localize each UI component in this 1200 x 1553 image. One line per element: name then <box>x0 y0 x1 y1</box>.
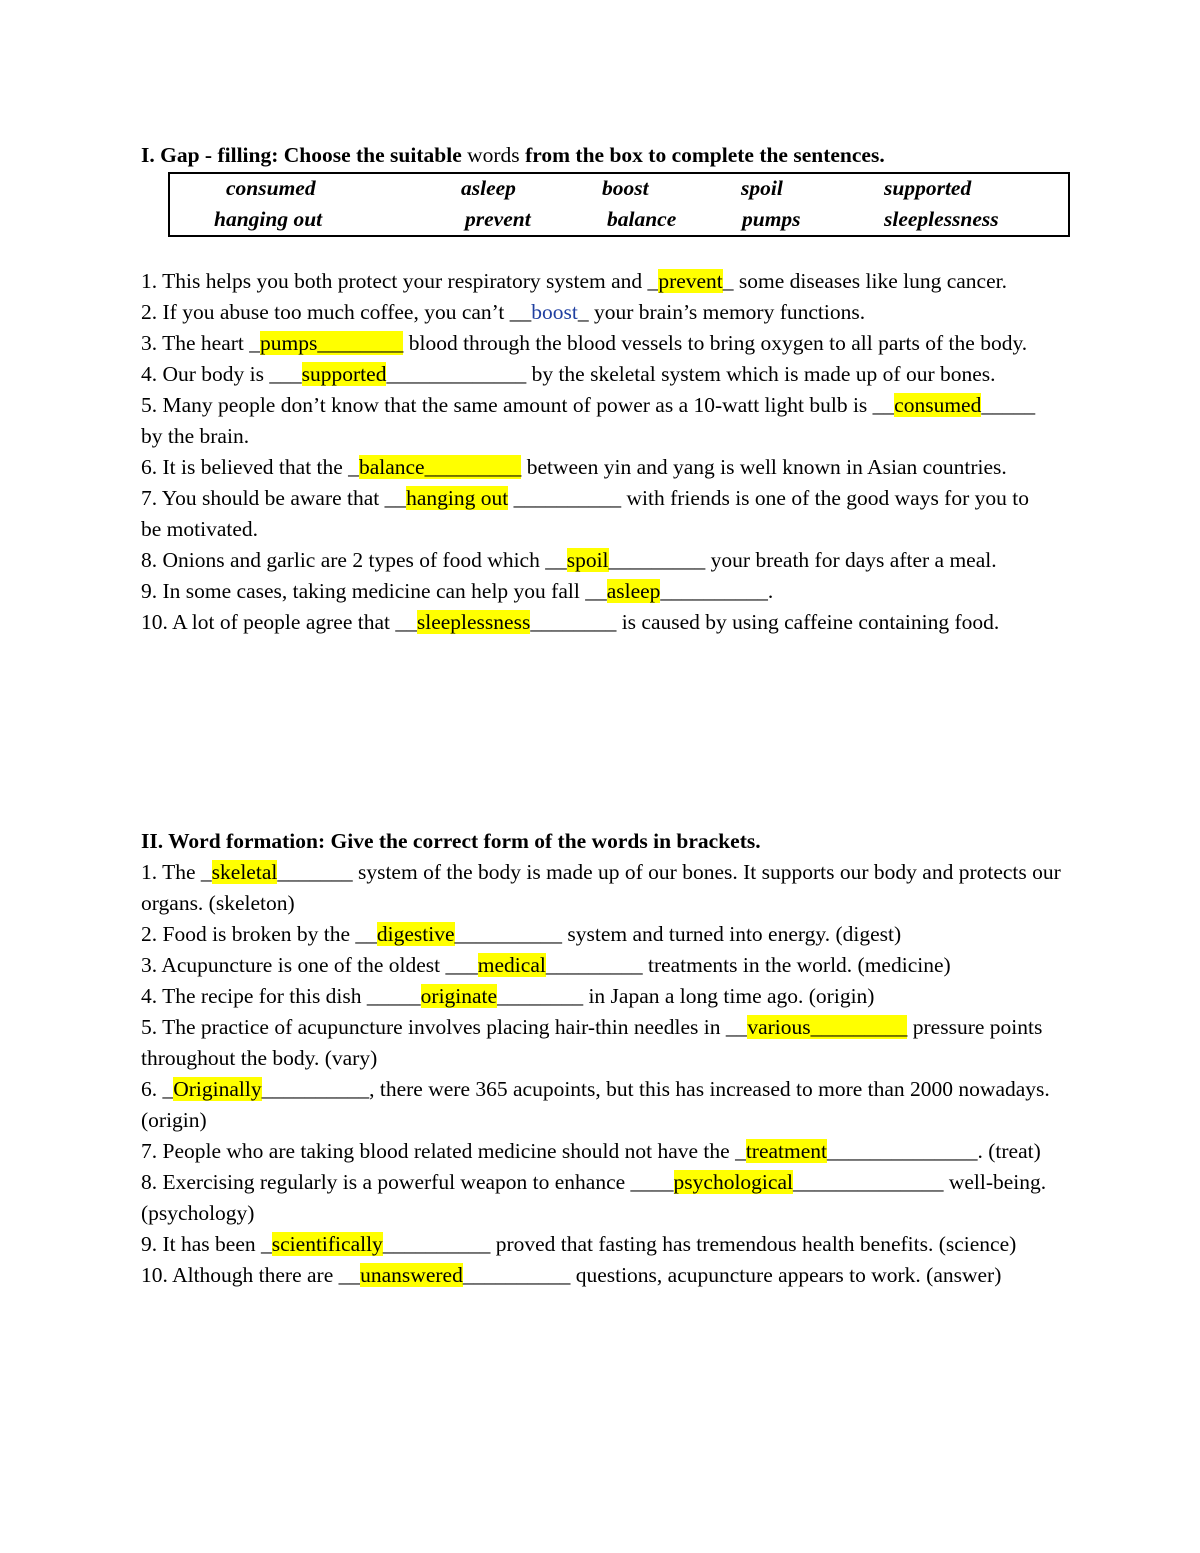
section1-items <box>141 266 1051 638</box>
item-text-after: _________ your breath for days after a meal. <box>608 548 997 572</box>
item-text-before: 1. The _ <box>141 860 212 884</box>
word-form-item-3 <box>141 950 1071 981</box>
item-text-before: 2. If you abuse too much coffee, you can’t __ <box>141 300 532 324</box>
answer-text: boost <box>531 300 578 324</box>
word-form-item-2 <box>141 919 1071 950</box>
answer-highlight: asleep <box>606 579 661 603</box>
section1-heading-bold-1: I. Gap - filling: Choose the suitable <box>141 143 468 167</box>
item-text-before: 7. You should be aware that __ <box>141 486 407 510</box>
section2-heading: II. Word formation: Give the correct form of the words in brackets. <box>141 829 761 853</box>
word-box-word: consumed <box>226 176 316 200</box>
gap-fill-item-2 <box>141 297 1051 328</box>
gap-fill-item-6 <box>141 452 1051 483</box>
item-text-before: 8. Onions and garlic are 2 types of food which __ <box>141 548 567 572</box>
answer-highlight: originate <box>420 984 498 1008</box>
item-text-before: 1. This helps you both protect your respiratory system and _ <box>141 269 659 293</box>
gap-fill-item-3 <box>141 328 1051 359</box>
item-text-after: _______ system of the body is made up of our bones. It supports our body and protects our organs. (skeleton) <box>141 860 1061 915</box>
gap-fill-item-10 <box>141 607 1051 638</box>
item-text-after: _____________ by the skeletal system which is made up of our bones. <box>386 362 996 386</box>
answer-highlight: balance_________ <box>358 455 522 479</box>
section1-heading-plain: words <box>467 143 520 167</box>
answer-highlight: consumed <box>894 393 982 417</box>
gap-fill-item-8 <box>141 545 1051 576</box>
word-box-word: asleep <box>461 176 516 200</box>
word-box-word: supported <box>884 176 972 200</box>
item-text-after: ______________. (treat) <box>827 1139 1041 1163</box>
item-text-before: 3. The heart _ <box>141 331 261 355</box>
word-form-item-1 <box>141 857 1071 919</box>
item-text-after: _________ treatments in the world. (medicine) <box>545 953 951 977</box>
word-box-word: prevent <box>465 207 531 231</box>
item-text-before: 3. Acupuncture is one of the oldest ___ <box>141 953 478 977</box>
gap-fill-item-1 <box>141 266 1051 297</box>
word-box-word: spoil <box>741 176 783 200</box>
item-text-before: 9. It has been _ <box>141 1232 272 1256</box>
word-form-item-5 <box>141 1012 1071 1074</box>
word-box-word: sleeplessness <box>884 207 999 231</box>
item-text-before: 8. Exercising regularly is a powerful weapon to enhance ____ <box>141 1170 674 1194</box>
item-text-after: blood through the blood vessels to bring oxygen to all parts of the body. <box>403 331 1028 355</box>
section2 <box>141 826 1071 1291</box>
answer-highlight: sleeplessness <box>416 610 531 634</box>
answer-highlight: scientifically <box>271 1232 383 1256</box>
word-form-item-9 <box>141 1229 1071 1260</box>
item-text-before: 10. Although there are __ <box>141 1263 361 1287</box>
item-text-before: 4. The recipe for this dish _____ <box>141 984 421 1008</box>
word-form-item-7 <box>141 1136 1071 1167</box>
answer-highlight: treatment <box>745 1139 828 1163</box>
item-text-after: __________ with friends is one of the good ways for you to be motivated. <box>141 486 1029 541</box>
word-form-item-4 <box>141 981 1071 1012</box>
item-text-after: pressure points throughout the body. (vary) <box>141 1015 1043 1070</box>
word-form-item-6 <box>141 1074 1071 1136</box>
word-form-item-10 <box>141 1260 1071 1291</box>
word-box-word: pumps <box>742 207 801 231</box>
item-text-before: 5. Many people don’t know that the same amount of power as a 10-watt light bulb is __ <box>141 393 895 417</box>
item-text-before: 2. Food is broken by the __ <box>141 922 377 946</box>
item-text-before: 6. _ <box>141 1077 174 1101</box>
answer-highlight: various_________ <box>747 1015 908 1039</box>
answer-highlight: psychological <box>673 1170 793 1194</box>
item-text-after: ______________ well-being. (psychology) <box>141 1170 1047 1225</box>
answer-highlight: hanging out <box>406 486 509 510</box>
word-box <box>168 172 1070 237</box>
item-text-before: 10. A lot of people agree that __ <box>141 610 417 634</box>
item-text-before: 4. Our body is ___ <box>141 362 302 386</box>
section1-heading-bold-2: from the box to complete the sentences. <box>519 143 885 167</box>
answer-highlight: unanswered <box>360 1263 463 1287</box>
answer-highlight: digestive <box>376 922 455 946</box>
item-text-before: 6. It is believed that the _ <box>141 455 359 479</box>
answer-highlight: prevent <box>658 269 723 293</box>
word-box-word: balance <box>607 207 677 231</box>
answer-highlight: pumps________ <box>260 331 404 355</box>
item-text-after: __________, there were 365 acupoints, but this has increased to more than 2000 nowadays. (origin) <box>141 1077 1050 1132</box>
section1-heading <box>141 140 1071 171</box>
item-text-after: _ some diseases like lung cancer. <box>722 269 1007 293</box>
word-form-item-8 <box>141 1167 1071 1229</box>
item-text-after: _____ by the brain. <box>141 393 1036 448</box>
answer-highlight: medical <box>477 953 546 977</box>
item-text-after: ________ in Japan a long time ago. (origin) <box>497 984 875 1008</box>
item-text-before: 5. The practice of acupuncture involves placing hair-thin needles in __ <box>141 1015 748 1039</box>
word-box-word: boost <box>602 176 649 200</box>
item-text-after: __________ questions, acupuncture appears to work. (answer) <box>462 1263 1002 1287</box>
gap-fill-item-5 <box>141 390 1051 452</box>
answer-highlight: spoil <box>566 548 609 572</box>
answer-highlight: supported <box>301 362 387 386</box>
word-box-word: hanging out <box>214 207 323 231</box>
answer-highlight: skeletal <box>211 860 278 884</box>
item-text-after: _ your brain’s memory functions. <box>577 300 866 324</box>
section1-header <box>141 140 1071 171</box>
item-text-after: __________. <box>660 579 774 603</box>
item-text-after: __________ proved that fasting has tremendous health benefits. (science) <box>382 1232 1017 1256</box>
answer-highlight: Originally <box>173 1077 262 1101</box>
item-text-before: 7. People who are taking blood related medicine should not have the _ <box>141 1139 746 1163</box>
gap-fill-item-7 <box>141 483 1051 545</box>
item-text-after: __________ system and turned into energy. (digest) <box>454 922 902 946</box>
item-text-before: 9. In some cases, taking medicine can help you fall __ <box>141 579 607 603</box>
gap-fill-item-9 <box>141 576 1051 607</box>
item-text-after: between yin and yang is well known in Asian countries. <box>521 455 1007 479</box>
item-text-after: ________ is caused by using caffeine containing food. <box>530 610 1000 634</box>
gap-fill-item-4 <box>141 359 1051 390</box>
